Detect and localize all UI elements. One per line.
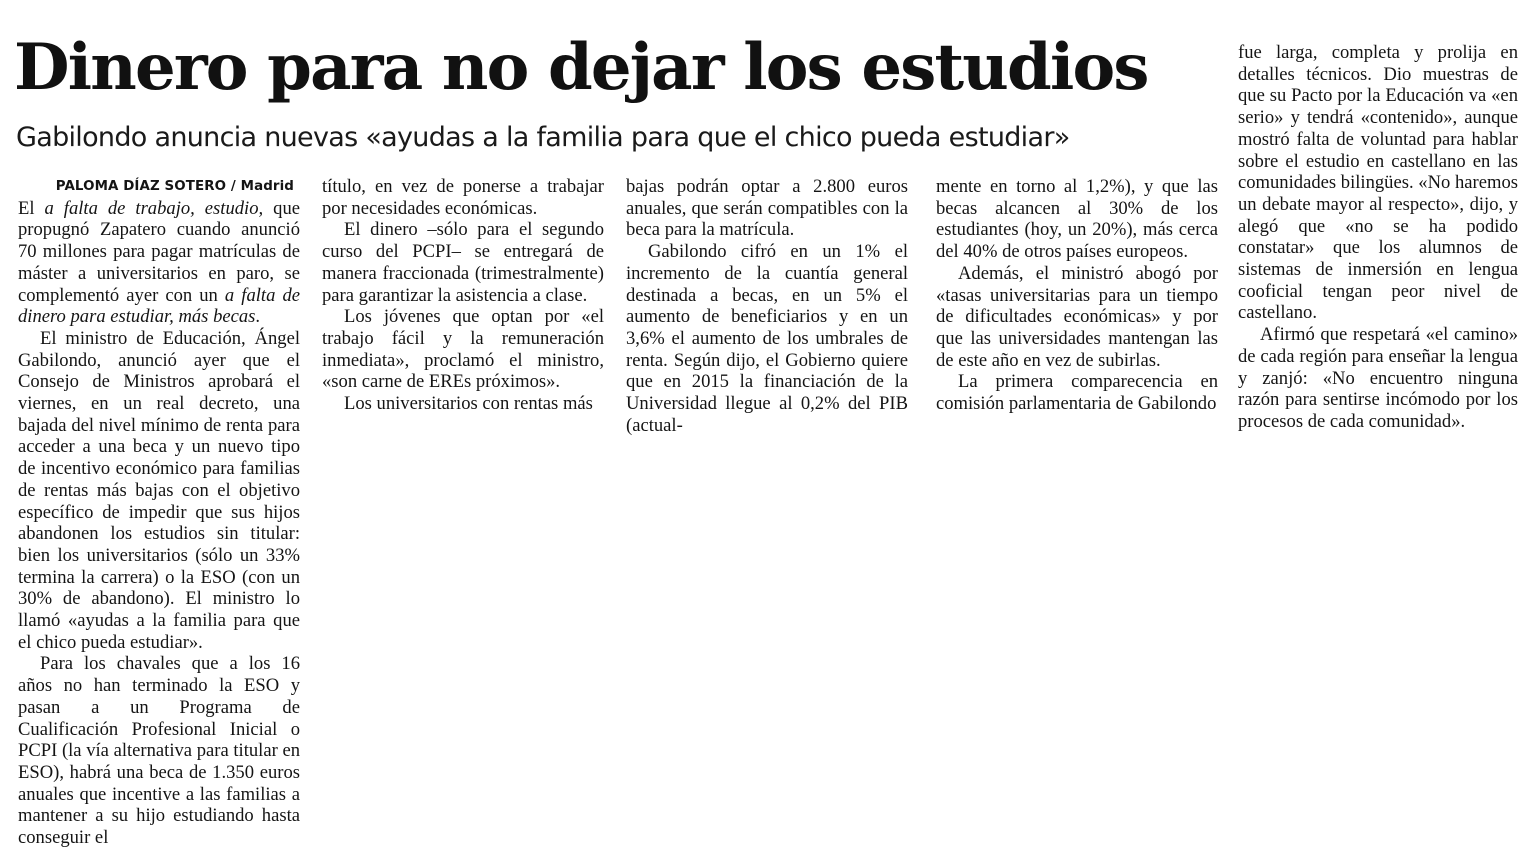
- paragraph: Para los chavales que a los 16 años no han terminado la ESO y pasan a un Programa de Cualificación Profesional Inicial o PCPI (la vía alternativa para titular en ESO), habrá una beca de 1.350 euros anuales que incentive a las familias a mantener a su hijo estudiando hasta conseguir el: [18, 653, 300, 849]
- lead-emphasis-2: a falta de dinero para estudiar, más becas: [18, 284, 300, 328]
- byline: PALOMA DÍAZ SOTERO / Madrid: [55, 179, 294, 194]
- article-column-1: [18, 176, 300, 849]
- paragraph: Afirmó que respetará «el camino» de cada región para enseñar la lengua y zanjó: «No encuentro ninguna razón para sentirse incómodo por los procesos de cada comunidad».: [1238, 324, 1518, 432]
- lead-text-middle: que propugnó Zapatero cuando anunció 70 millones para pagar matrículas de máster a universitarios en paro, se complementó ayer con un: [18, 197, 300, 306]
- paragraph: El ministro de Educación, Ángel Gabilondo, anunció ayer que el Consejo de Ministros aprobará el viernes, en un real decreto, una bajada del nivel mínimo de renta para acceder a una beca y un nuevo tipo de incentivo económico para familias de rentas más bajas con el objetivo específico de impedir que sus hijos abandonen los estudios sin titular: bien los universitarios (sólo un 33% termina la carrera) o la ESO (con un 30% de abandono). El ministro lo llamó «ayudas a la familia para que el chico pueda estudiar».: [18, 327, 300, 653]
- lead-text-end: .: [255, 306, 261, 328]
- article-column-2: [322, 176, 604, 415]
- paragraph-continued: bajas podrán optar a 2.800 euros anuales, que serán compatibles con la beca para la matrícula.: [626, 176, 908, 241]
- paragraph-continued: mente en torno al 1,2%), y que las becas alcancen al 30% de los estudiantes (hoy, un 20%), más cerca del 40% de otros países europeos.: [936, 176, 1218, 263]
- paragraph: Los universitarios con rentas más: [344, 393, 593, 415]
- paragraph-continued: título, en vez de ponerse a trabajar por necesidades económicas.: [322, 176, 604, 219]
- headline: Dinero para no dejar los estudios: [14, 30, 1148, 105]
- subheadline: Gabilondo anuncia nuevas «ayudas a la familia para que el chico pueda estudiar»: [16, 122, 1070, 153]
- lead-text-start: El: [18, 197, 45, 219]
- paragraph: Además, el ministró abogó por «tasas universitarias para un tiempo de dificultades económicas» y por que las universidades mantengan las de este año en vez de subirlas.: [936, 262, 1218, 371]
- paragraph: La primera comparecencia en comisión parlamentaria de Gabilondo: [936, 371, 1218, 415]
- paragraph: Los jóvenes que optan por «el trabajo fácil y la remuneración inmediata», proclamó el ministro, «son carne de EREs próximos».: [322, 306, 604, 393]
- paragraph-continued: fue larga, completa y prolija en detalles técnicos. Dio muestras de que su Pacto por la Educación va «en serio» y tendrá «contenido», aunque mostró falta de voluntad para hablar sobre el estudio en castellano en las comunidades bilingües. «No haremos un debate mayor al respecto», dijo, y alegó que «no se ha podido constatar» que los alumnos de sistemas de inmersión en lengua cooficial tengan peor nivel de castellano.: [1238, 42, 1518, 324]
- paragraph: Gabilondo cifró en un 1% el incremento de la cuantía general destinada a becas, en un 5% el aumento de beneficiarios y en un 3,6% el aumento de los umbrales de renta. Según dijo, el Gobierno quiere que en 2015 la financiación de la Universidad llegue al 0,2% del PIB (actual-: [626, 241, 908, 436]
- paragraph-lead: [18, 198, 300, 328]
- article-column-3: [626, 176, 908, 436]
- article-column-5: [1238, 42, 1518, 433]
- lead-emphasis-1: a falta de trabajo, estudio,: [44, 197, 264, 219]
- paragraph: El dinero –sólo para el segundo curso del PCPI– se entregará de manera fraccionada (trimestralmente) para garantizar la asistencia a clase.: [322, 219, 604, 306]
- article-column-4: [936, 176, 1218, 415]
